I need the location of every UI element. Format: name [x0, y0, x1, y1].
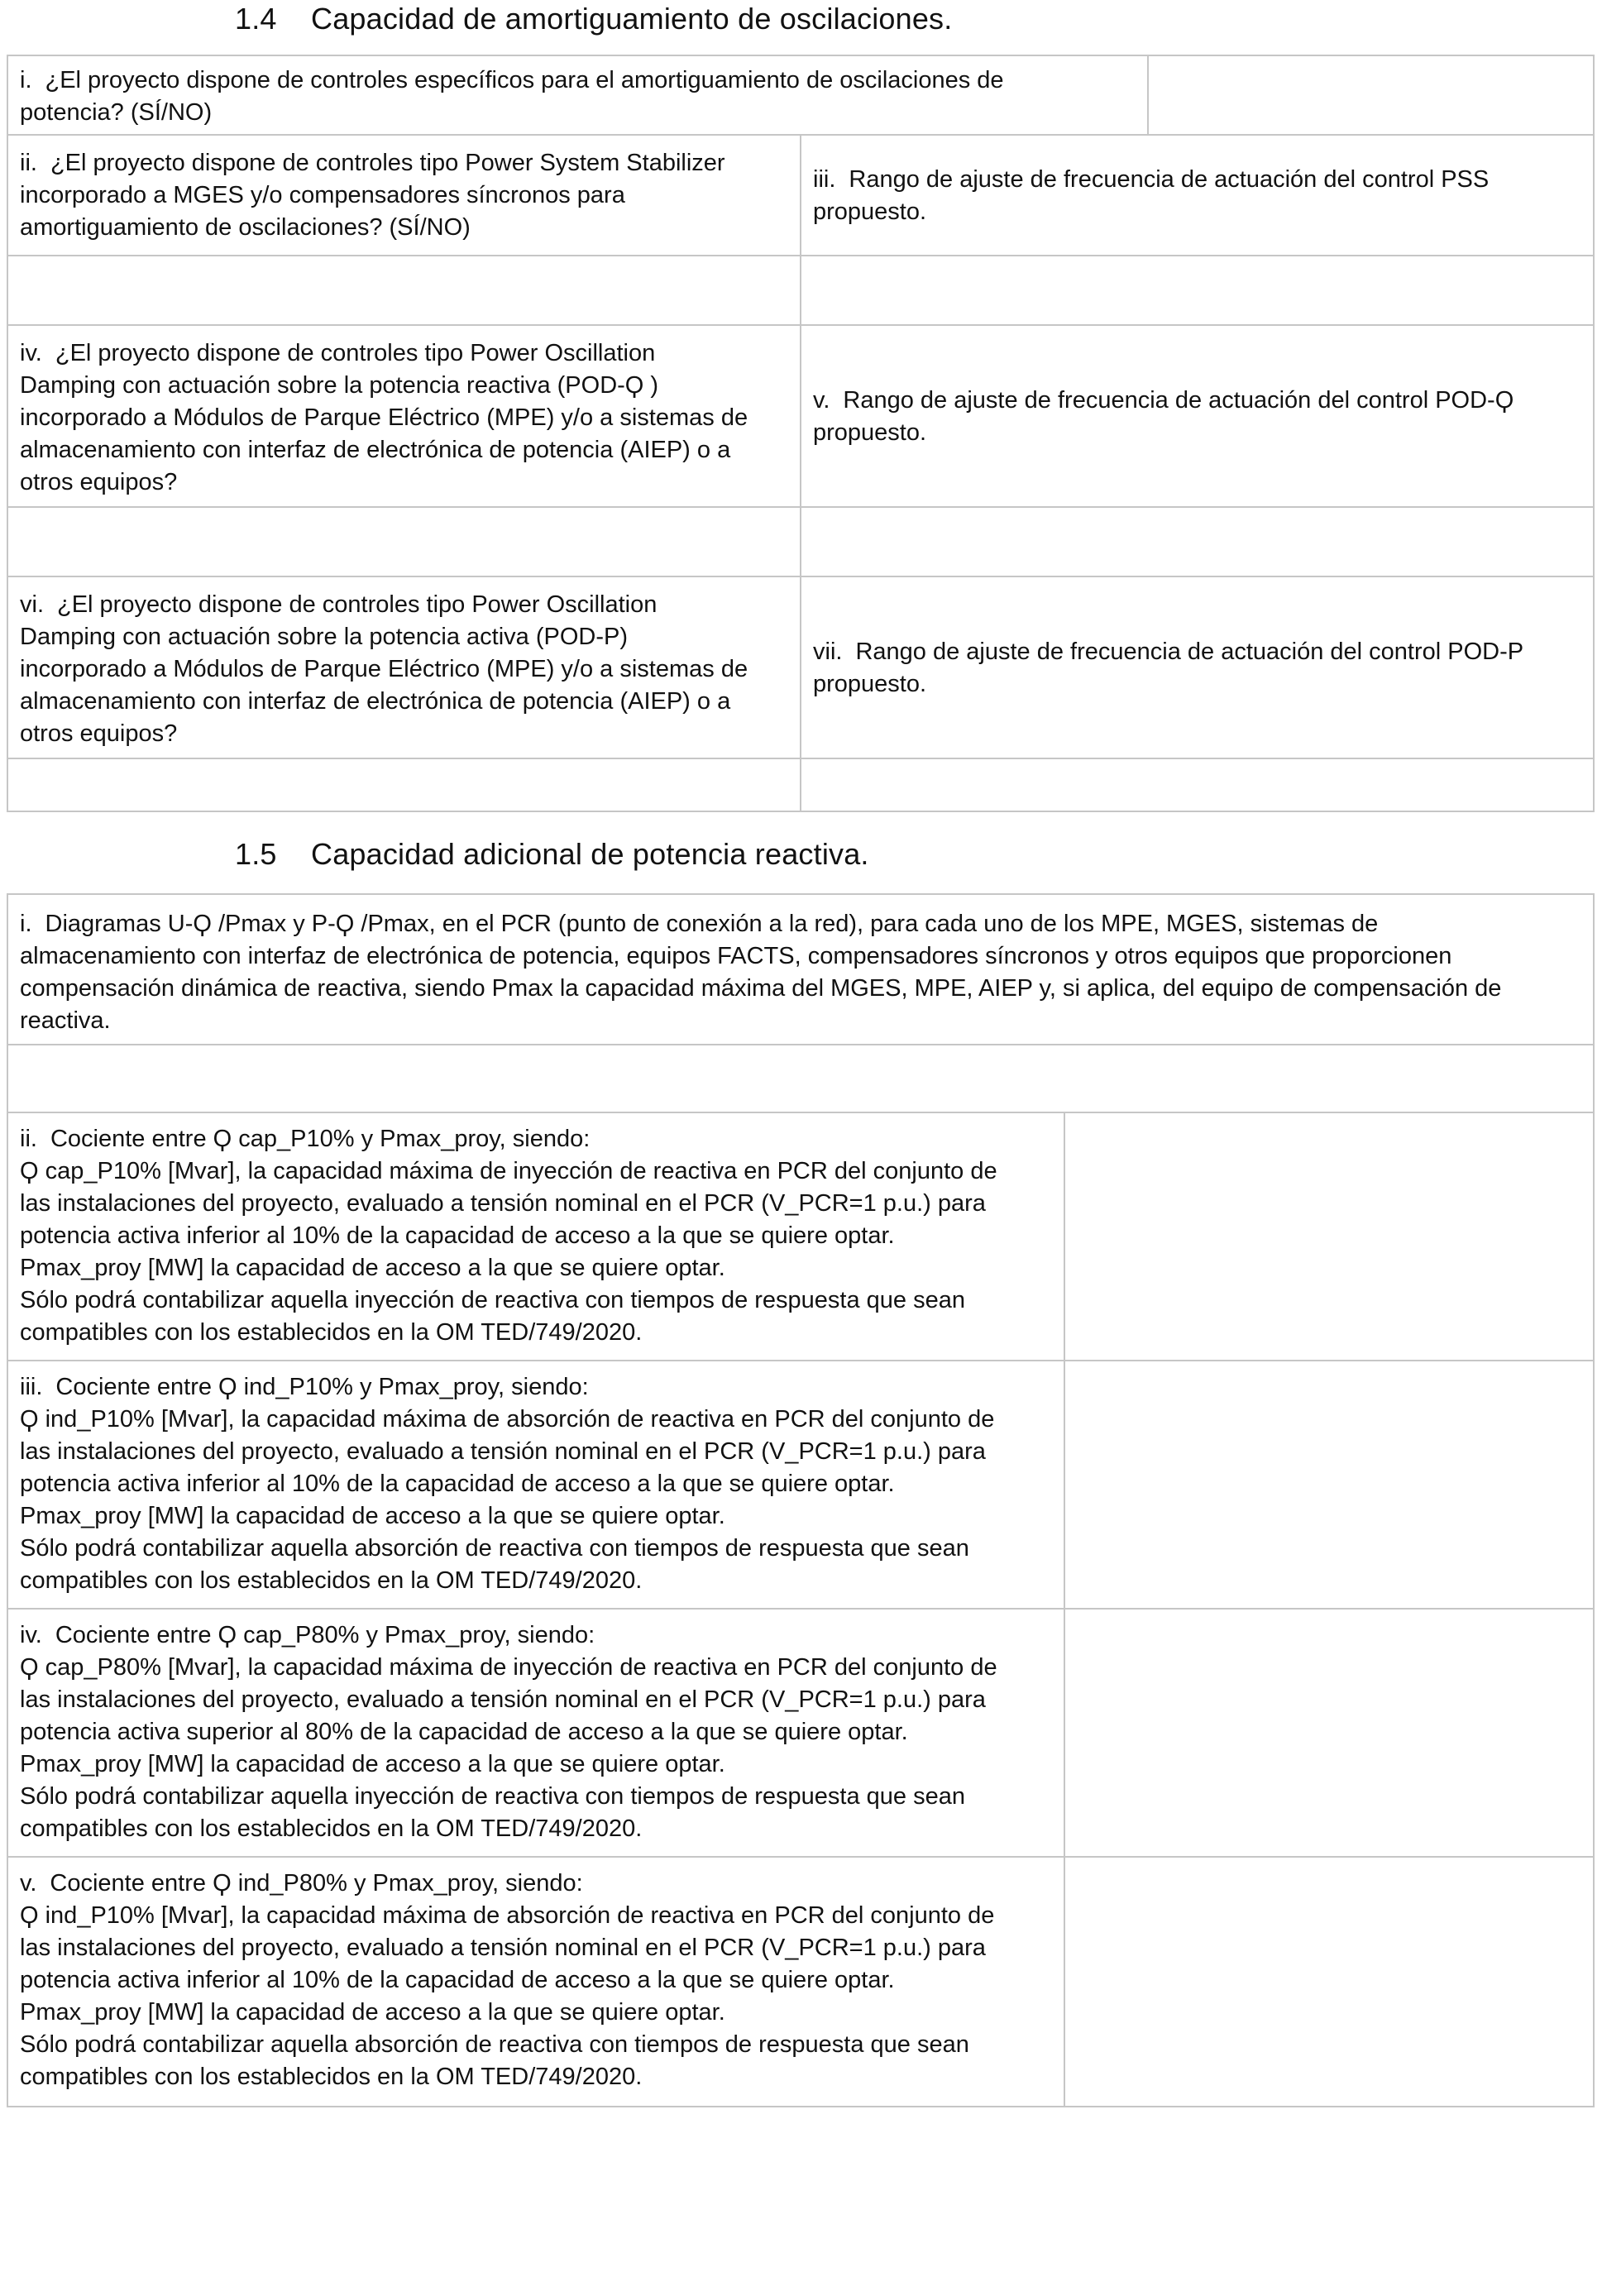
answer-field-1-4-vi[interactable]	[8, 759, 799, 811]
section-number: 1.5	[235, 837, 277, 871]
question-1-5-iv	[8, 1613, 1062, 1854]
question-1-4-vi	[8, 582, 799, 756]
answer-field-1-4-iii[interactable]	[801, 256, 1593, 324]
question-1-4-i	[8, 58, 1145, 134]
question-text: Diagramas U-Ϙ /Pmax y P-Ϙ /Pmax, en el PCR (punto de conexión a la red), para cada uno de los MPE, MGES, sistemas de almacenamiento con interfaz de electrónica de potencia, equipos FACTS, compensadores síncronos y otros equipos que proporcionen compensación dinámica de reactiva, siendo Pmax la capacidad máxima del MGES, MPE, AIEP y, si aplica, del equipo de compensación de reactiva.	[20, 911, 1502, 1034]
answer-field-1-5-v[interactable]	[1065, 1858, 1593, 2106]
question-text: Rango de ajuste de frecuencia de actuación del control PSS propuesto.	[813, 166, 1490, 225]
question-number: v.	[20, 1870, 37, 1897]
answer-field-1-4-vii[interactable]	[801, 759, 1593, 811]
question-number: ii.	[20, 1126, 37, 1152]
question-number: vi.	[20, 591, 44, 618]
section-title: Capacidad de amortiguamiento de oscilaciones.	[311, 2, 953, 36]
section-title: Capacidad adicional de potencia reactiva.	[311, 837, 869, 871]
section-1-4-heading	[235, 2, 952, 36]
question-text: ¿El proyecto dispone de controles tipo Power Oscillation Damping con actuación sobre la potencia reactiva (POD-Ϙ ) incorporado a Módulos de Parque Eléctrico (MPE) y/o a sistemas de almacenamiento con interfaz de electrónica de potencia (AIEP) o a otros equipos?	[20, 340, 748, 495]
question-1-4-ii	[8, 141, 799, 248]
question-1-4-v	[801, 326, 1593, 506]
question-number: iii.	[813, 166, 836, 193]
question-text: Cociente entre Ϙ cap_P10% y Pmax_proy, siendo: Ϙ cap_P10% [Mvar], la capacidad máxima de inyección de reactiva en PCR del conjunto de las instalaciones del proyecto, evaluado a tensión nominal en el PCR (V_PCR=1 p.u.) para potencia activa inferior al 10% de la capacidad de acceso a la que se quiere optar. Pmax_proy [MW] la capacidad de acceso a la que se quiere optar. Sólo podrá contabilizar aquella inyección de reactiva con tiempos de respuesta que sean compatibles con los establecidos en la OM TED/749/2020.	[20, 1126, 997, 1346]
question-text: ¿El proyecto dispone de controles tipo Power System Stabilizer incorporado a MGES y/o compensadores síncronos para amortiguamiento de oscilaciones? (SÍ/NO)	[20, 150, 725, 241]
question-1-5-i	[8, 902, 1593, 1042]
question-1-5-iii	[8, 1365, 1062, 1606]
question-1-4-iv	[8, 331, 799, 505]
question-number: iv.	[20, 340, 42, 366]
question-text: ¿El proyecto dispone de controles tipo Power Oscillation Damping con actuación sobre la potencia activa (POD-P) incorporado a Módulos de Parque Eléctrico (MPE) y/o a sistemas de almacenamiento con interfaz de electrónica de potencia (AIEP) o a otros equipos?	[20, 591, 748, 747]
answer-field-1-5-i[interactable]	[8, 1045, 1593, 1112]
question-1-4-iii	[801, 136, 1593, 255]
question-text: Rango de ajuste de frecuencia de actuación del control POD-Ϙ propuesto.	[813, 387, 1514, 446]
question-number: v.	[813, 387, 830, 414]
question-number: ii.	[20, 150, 37, 176]
question-1-4-vii	[801, 577, 1593, 758]
question-number: iv.	[20, 1622, 42, 1648]
question-1-5-v	[8, 1861, 1062, 2102]
answer-field-1-5-iii[interactable]	[1065, 1361, 1593, 1608]
question-number: iii.	[20, 1374, 43, 1400]
answer-field-1-5-ii[interactable]	[1065, 1113, 1593, 1360]
question-text: Cociente entre Ϙ cap_P80% y Pmax_proy, siendo: Ϙ cap_P80% [Mvar], la capacidad máxima de inyección de reactiva en PCR del conjunto de las instalaciones del proyecto, evaluado a tensión nominal en el PCR (V_PCR=1 p.u.) para potencia activa superior al 80% de la capacidad de acceso a la que se quiere optar. Pmax_proy [MW] la capacidad de acceso a la que se quiere optar. Sólo podrá contabilizar aquella inyección de reactiva con tiempos de respuesta que sean compatibles con los establecidos en la OM TED/749/2020.	[20, 1622, 997, 1842]
answer-field-1-4-iv[interactable]	[8, 508, 799, 576]
question-number: i.	[20, 911, 32, 937]
question-text: ¿El proyecto dispone de controles específicos para el amortiguamiento de oscilaciones de potencia? (SÍ/NO)	[20, 67, 1004, 126]
question-1-5-ii	[8, 1117, 1062, 1358]
question-number: vii.	[813, 639, 843, 665]
answer-field-1-4-i[interactable]	[1149, 56, 1593, 134]
question-number: i.	[20, 67, 32, 93]
question-text: Rango de ajuste de frecuencia de actuación del control POD-P propuesto.	[813, 639, 1524, 697]
answer-field-1-4-v[interactable]	[801, 508, 1593, 576]
question-text: Cociente entre Ϙ ind_P10% y Pmax_proy, siendo: Ϙ ind_P10% [Mvar], la capacidad máxima de absorción de reactiva en PCR del conjunto de las instalaciones del proyecto, evaluado a tensión nominal en el PCR (V_PCR=1 p.u.) para potencia activa inferior al 10% de la capacidad de acceso a la que se quiere optar. Pmax_proy [MW] la capacidad de acceso a la que se quiere optar. Sólo podrá contabilizar aquella absorción de reactiva con tiempos de respuesta que sean compatibles con los establecidos en la OM TED/749/2020.	[20, 1374, 995, 1594]
section-1-5-heading	[235, 837, 869, 872]
answer-field-1-5-iv[interactable]	[1065, 1610, 1593, 1856]
question-text: Cociente entre Ϙ ind_P80% y Pmax_proy, siendo: Ϙ ind_P10% [Mvar], la capacidad máxima de absorción de reactiva en PCR del conjunto de las instalaciones del proyecto, evaluado a tensión nominal en el PCR (V_PCR=1 p.u.) para potencia activa inferior al 10% de la capacidad de acceso a la que se quiere optar. Pmax_proy [MW] la capacidad de acceso a la que se quiere optar. Sólo podrá contabilizar aquella absorción de reactiva con tiempos de respuesta que sean compatibles con los establecidos en la OM TED/749/2020.	[20, 1870, 995, 2090]
section-number: 1.4	[235, 2, 277, 36]
answer-field-1-4-ii[interactable]	[8, 256, 799, 324]
